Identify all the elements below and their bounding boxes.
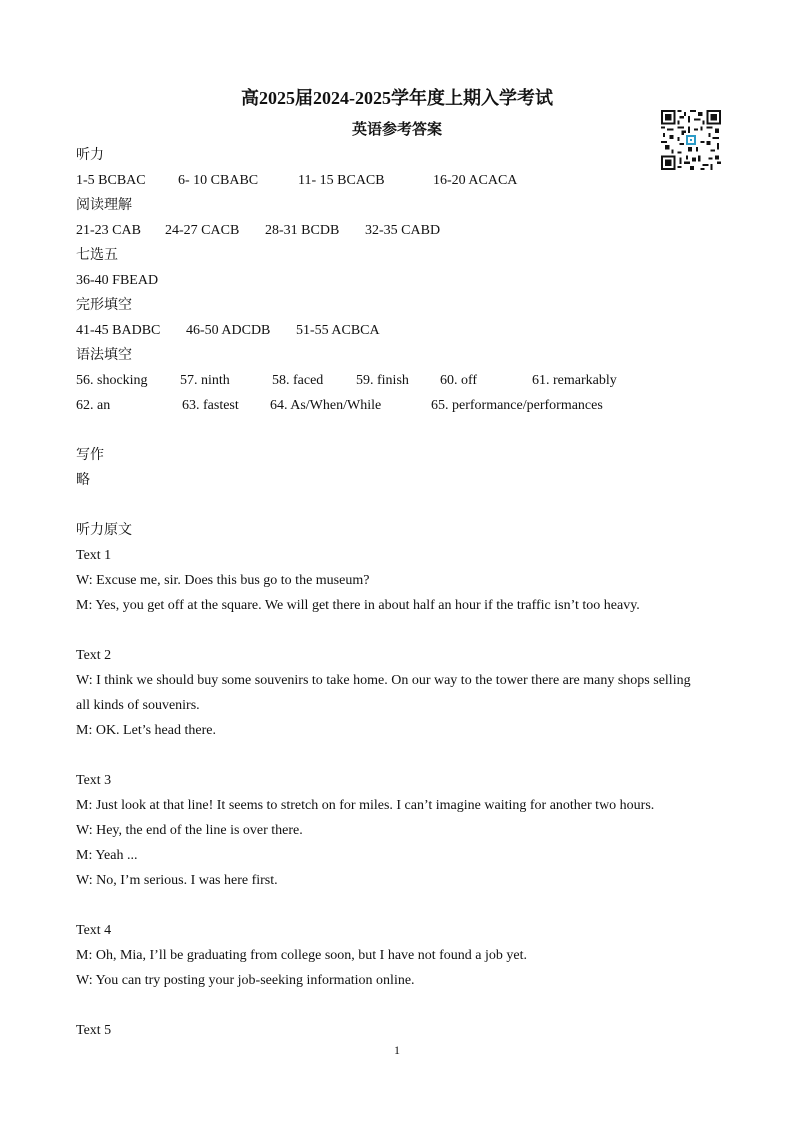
answer-group: 46-50 ADCDB bbox=[186, 323, 271, 338]
answer-group: 24-27 CACB bbox=[165, 223, 240, 238]
section-heading-transcript: 听力原文 bbox=[76, 523, 132, 538]
answer-group: 21-23 CAB bbox=[76, 223, 141, 238]
answer-row-seven-choose-five bbox=[76, 268, 726, 293]
answer-item: 58. faced bbox=[272, 373, 324, 388]
answer-row-cloze bbox=[76, 318, 726, 343]
transcript-label: Text 5 bbox=[76, 1023, 112, 1038]
section-heading-writing: 写作 bbox=[76, 448, 104, 463]
answer-document bbox=[76, 143, 726, 1043]
section-heading-listening: 听力 bbox=[76, 148, 104, 163]
dialogue-line: M: Just look at that line! It seems to stretch on for miles. I can’t imagine waiting for another two hours. bbox=[76, 798, 655, 813]
answer-group: 6- 10 CBABC bbox=[178, 173, 259, 188]
dialogue-line: W: No, I’m serious. I was here first. bbox=[76, 873, 278, 888]
writing-answer: 略 bbox=[76, 473, 90, 488]
answer-group: 51-55 ACBCA bbox=[296, 323, 380, 338]
answer-row-listening bbox=[76, 168, 726, 193]
section-heading-grammar: 语法填空 bbox=[76, 348, 132, 363]
answer-item: 63. fastest bbox=[182, 398, 239, 413]
dialogue-line: W: Hey, the end of the line is over there. bbox=[76, 823, 303, 838]
answer-item: 57. ninth bbox=[180, 373, 230, 388]
answer-group: 32-35 CABD bbox=[365, 223, 441, 238]
page-title: 高2025届2024-2025学年度上期入学考试 bbox=[241, 88, 553, 108]
dialogue-line: M: Yes, you get off at the square. We will get there in about half an hour if the traffic isn’t too heavy. bbox=[76, 598, 640, 613]
dialogue-line: W: Excuse me, sir. Does this bus go to the museum? bbox=[76, 573, 370, 588]
transcript-label: Text 3 bbox=[76, 773, 112, 788]
dialogue-line: all kinds of souvenirs. bbox=[76, 698, 200, 713]
answer-group: 11- 15 BCACB bbox=[298, 173, 385, 188]
section-heading-reading: 阅读理解 bbox=[76, 198, 132, 213]
dialogue-line: M: OK. Let’s head there. bbox=[76, 723, 216, 738]
answer-row-grammar-1 bbox=[76, 368, 726, 393]
dialogue-line: M: Oh, Mia, I’ll be graduating from college soon, but I have not found a job yet. bbox=[76, 948, 528, 963]
dialogue-line: W: You can try posting your job-seeking information online. bbox=[76, 973, 415, 988]
answer-item: 59. finish bbox=[356, 373, 409, 388]
transcript-label: Text 2 bbox=[76, 648, 112, 663]
section-heading-cloze: 完形填空 bbox=[76, 298, 132, 313]
answer-item: 62. an bbox=[76, 398, 111, 413]
dialogue-line: M: Yeah ... bbox=[76, 848, 138, 863]
answer-group: 36-40 FBEAD bbox=[76, 273, 159, 288]
answer-group: 16-20 ACACA bbox=[433, 173, 518, 188]
answer-row-grammar-2 bbox=[76, 393, 726, 418]
dialogue-line: W: I think we should buy some souvenirs to take home. On our way to the tower there are many shops selling bbox=[76, 673, 691, 688]
answer-item: 56. shocking bbox=[76, 373, 148, 388]
transcript-label: Text 1 bbox=[76, 548, 112, 563]
answer-item: 65. performance/performances bbox=[431, 398, 603, 413]
answer-item: 60. off bbox=[440, 373, 478, 388]
answer-group: 1-5 BCBAC bbox=[76, 173, 146, 188]
page-subtitle: 英语参考答案 bbox=[351, 122, 442, 138]
answer-group: 28-31 BCDB bbox=[265, 223, 340, 238]
transcript-label: Text 4 bbox=[76, 923, 112, 938]
answer-group: 41-45 BADBC bbox=[76, 323, 161, 338]
answer-item: 64. As/When/While bbox=[270, 398, 382, 413]
section-heading-seven-choose-five: 七选五 bbox=[76, 248, 118, 263]
answer-row-reading bbox=[76, 218, 726, 243]
page-number: 1 bbox=[394, 1043, 400, 1057]
answer-item: 61. remarkably bbox=[532, 373, 617, 388]
